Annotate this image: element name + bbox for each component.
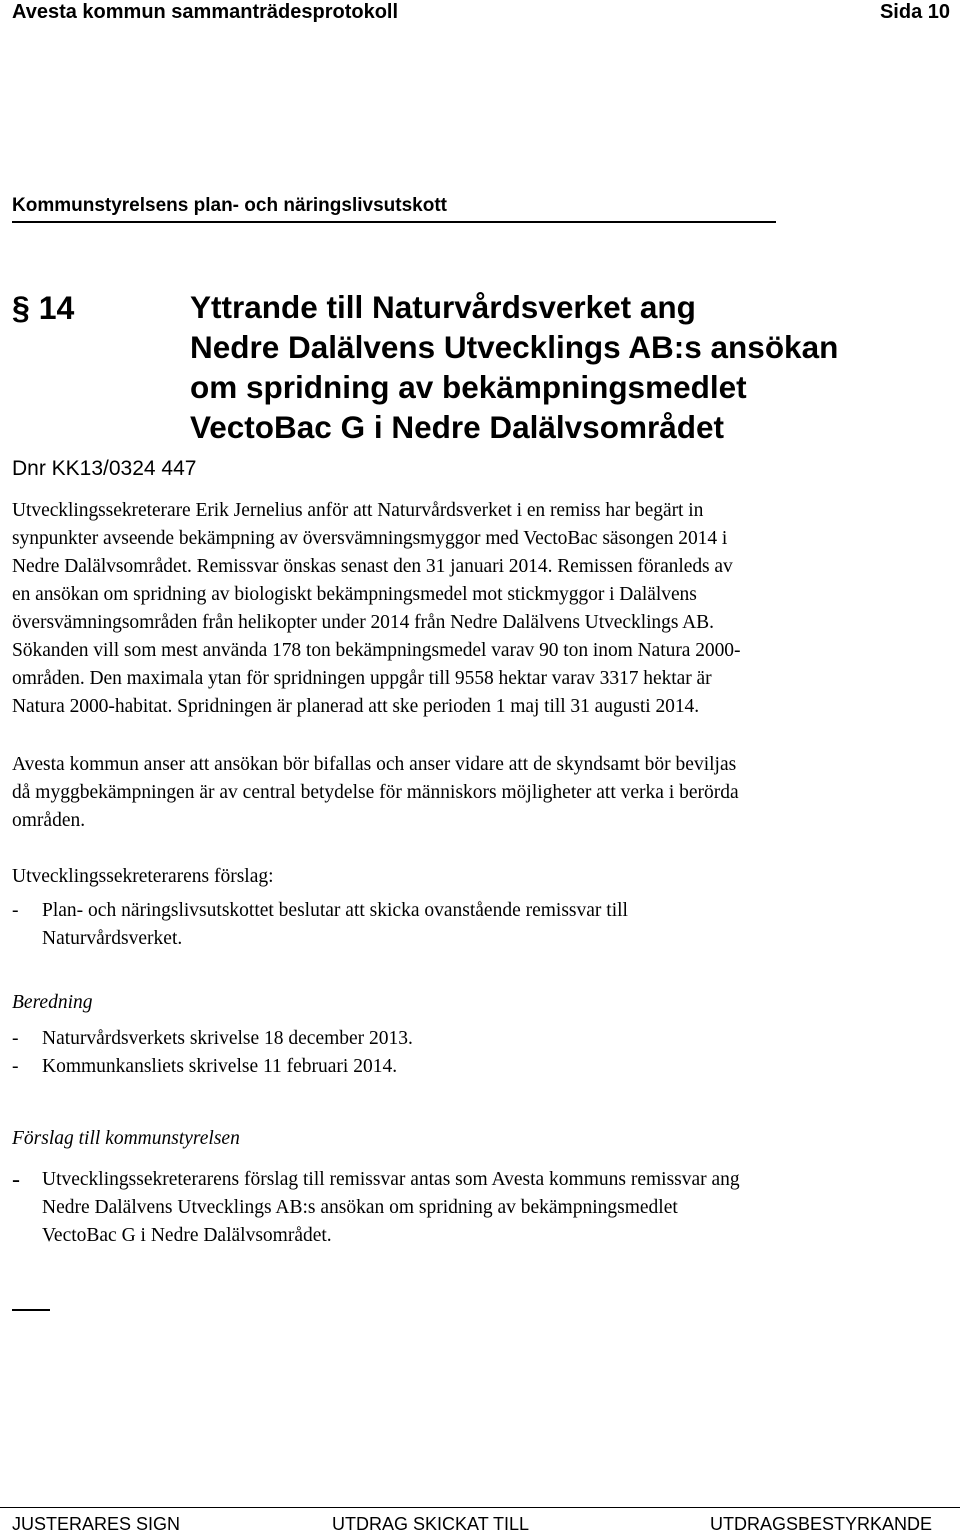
proposal-label: Utvecklingssekreterarens förslag:	[12, 866, 274, 887]
list-dash: -	[12, 1167, 20, 1193]
list-dash: -	[12, 1028, 19, 1049]
text-line: Utvecklingssekreterarens förslag till remissvar antas som Avesta kommuns remissvar ang	[42, 1169, 740, 1190]
section-title-line: Nedre Dalälvens Utvecklings AB:s ansökan	[190, 329, 839, 365]
text-line: då myggbekämpningen är av central betydelse för människors möjligheter att verka i berörda	[12, 782, 739, 803]
committee-underline	[12, 221, 776, 223]
text-line: områden. Den maximala ytan för spridningen uppgår till 9558 hektar varav 3317 hektar är	[12, 668, 712, 689]
text-line: Naturvårdsverket.	[42, 928, 183, 949]
text-line: en ansökan om spridning av biologiskt bekämpningsmedel mot stickmyggor i Dalälvens	[12, 584, 697, 605]
list-item	[12, 1166, 942, 1250]
text-line: översvämningsområden från helikopter under 2014 från Nedre Dalälvens Utvecklings AB.	[12, 612, 714, 633]
footer-utdragsbestyrkande: UTDRAGSBESTYRKANDE	[709, 1514, 932, 1534]
beredning-list	[12, 1025, 942, 1081]
footer-divider	[0, 1507, 960, 1508]
list-item	[12, 897, 942, 953]
text-line: Natura 2000-habitat. Spridningen är planerad att ske perioden 1 maj till 31 augusti 2014.	[12, 696, 700, 717]
text-line: områden.	[12, 810, 86, 831]
footer-justerares-sign: JUSTERARES SIGN	[12, 1514, 181, 1534]
paragraph-position	[12, 751, 942, 835]
page-number: Sida 10	[879, 1, 950, 23]
text-line: Sökanden vill som mest använda 178 ton bekämpningsmedel varav 90 ton inom Natura 2000-	[12, 640, 741, 661]
beredning-heading: Beredning	[12, 992, 93, 1013]
list-item	[12, 1025, 942, 1053]
section-title-line: VectoBac G i Nedre Dalälvsområdet	[190, 409, 724, 445]
forslag-heading: Förslag till kommunstyrelsen	[12, 1128, 240, 1149]
text-line: Nedre Dalälvsområdet. Remissvar önskas senast den 31 januari 2014. Remissen föranleds av	[12, 556, 733, 577]
committee-name: Kommunstyrelsens plan- och näringslivsutskott	[12, 195, 447, 216]
section-title-line: om spridning av bekämpningsmedlet	[190, 369, 747, 405]
text-line: Avesta kommun anser att ansökan bör bifallas och anser vidare att de skyndsamt bör beviljas	[12, 754, 737, 775]
proposal-list	[12, 897, 942, 953]
text-line: synpunkter avseende bekämpning av översvämningsmyggor med VectoBac säsongen 2014 i	[12, 528, 728, 549]
list-dash: -	[12, 900, 19, 921]
forslag-list	[12, 1166, 942, 1250]
page-header-title: Avesta kommun sammanträdesprotokoll	[12, 1, 399, 23]
text-line: Nedre Dalälvens Utvecklings AB:s ansökan om spridning av bekämpningsmedlet	[42, 1197, 678, 1218]
section-end-rule	[12, 1309, 50, 1311]
diary-number: Dnr KK13/0324 447	[12, 457, 197, 480]
section-number: § 14	[12, 290, 75, 326]
paragraph-background	[12, 497, 942, 721]
list-dash: -	[12, 1056, 19, 1077]
text-line: VectoBac G i Nedre Dalälvsområdet.	[42, 1225, 332, 1246]
text-line: Plan- och näringslivsutskottet beslutar att skicka ovanstående remissvar till	[42, 900, 628, 921]
footer-utdrag-skickat: UTDRAG SKICKAT TILL	[332, 1514, 530, 1534]
list-item-text: Kommunkansliets skrivelse 11 februari 2014.	[42, 1056, 398, 1077]
text-line: Utvecklingssekreterare Erik Jernelius anför att Naturvårdsverket i en remiss har begärt in	[12, 500, 704, 521]
section-title-line: Yttrande till Naturvårdsverket ang	[190, 289, 696, 325]
section-title	[190, 287, 930, 447]
list-item-text: Naturvårdsverkets skrivelse 18 december 2013.	[42, 1028, 413, 1049]
list-item	[12, 1053, 942, 1081]
